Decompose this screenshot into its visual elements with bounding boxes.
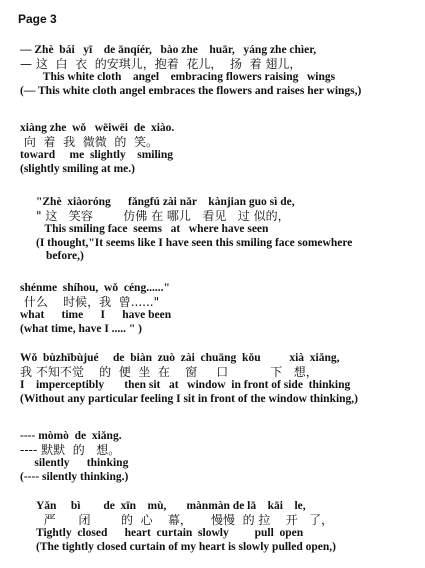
translation-line: (---- silently thinking.) xyxy=(20,470,129,483)
gloss-line: what time I have been xyxy=(20,309,172,321)
pinyin-line: Wǒ bùzhībùjué de biàn zuò zài chuāng kǒu xià xiǎng, xyxy=(20,352,340,364)
translation-line: (The tightly closed curtain of my heart is slowly pulled open,) xyxy=(36,540,336,553)
stanza-3 xyxy=(36,196,419,264)
translation-line: (I thought,"It seems like I have seen this smiling face somewhere xyxy=(36,236,353,249)
gloss-line: I imperceptibly then sit at window in front of side thinking xyxy=(20,379,351,391)
stanza-4 xyxy=(20,282,419,336)
gloss-line: This white cloth angel embracing flowers raising wings xyxy=(20,71,336,83)
stanza-7 xyxy=(36,500,419,554)
translation-line: (Without any particular feeling I sit in front of the window thinking,) xyxy=(20,392,359,405)
gloss-line: silently thinking xyxy=(20,457,129,469)
gloss-line: toward me slightly smiling xyxy=(20,149,174,161)
pinyin-line: ---- mòmò de xiǎng. xyxy=(20,430,122,442)
pinyin-line: shénme shíhou, wǒ céng......" xyxy=(20,282,170,294)
stanza-6 xyxy=(20,430,419,484)
hanzi-line: ---- 默默 的 想。 xyxy=(20,443,121,457)
pinyin-line: "Zhè xiàoróng fǎngfú zài nǎr kànjian guo sì de, xyxy=(36,196,295,208)
stanza-1 xyxy=(20,44,419,98)
hanzi-line: 什么 时候，我 曾......" xyxy=(20,295,160,309)
hanzi-line: 我 不知不觉 的 便 坐 在 窗 口 下 想， xyxy=(20,365,318,379)
hanzi-line: " 这 笑容 仿佛 在 哪儿 看见 过 似的， xyxy=(36,209,290,223)
hanzi-line: 向 着 我 微微 的 笑。 xyxy=(20,135,158,149)
pinyin-line: — Zhè bái yī de ānqíér, bào zhe huār, yáng zhe chìer, xyxy=(20,44,317,56)
translation-line: (— This white cloth angel embraces the flowers and raises her wings,) xyxy=(20,84,362,97)
translation-continuation: before,) xyxy=(46,250,84,262)
page-number: Page 3 xyxy=(18,12,57,26)
stanza-5 xyxy=(20,352,419,406)
hanzi-line: — 这 白 衣 的安琪儿，抱着 花儿， 扬 着 翅儿， xyxy=(20,57,302,71)
gloss-line: This smiling face seems at where have seen xyxy=(36,223,269,235)
hanzi-line: 严 闭 的 心 幕， 慢慢 的 拉 开 了， xyxy=(36,513,334,527)
gloss-line: Tightly closed heart curtain slowly pull open xyxy=(36,527,304,539)
pinyin-line: Yǎn bì de xīn mù, mànmàn de lā kāi le, xyxy=(36,500,306,512)
stanza-2 xyxy=(20,122,419,176)
translation-line: (what time, have I ..... " ) xyxy=(20,322,143,335)
pinyin-line: xiàng zhe wǒ wēiwēi de xiào. xyxy=(20,122,175,134)
translation-line: (slightly smiling at me.) xyxy=(20,162,135,175)
